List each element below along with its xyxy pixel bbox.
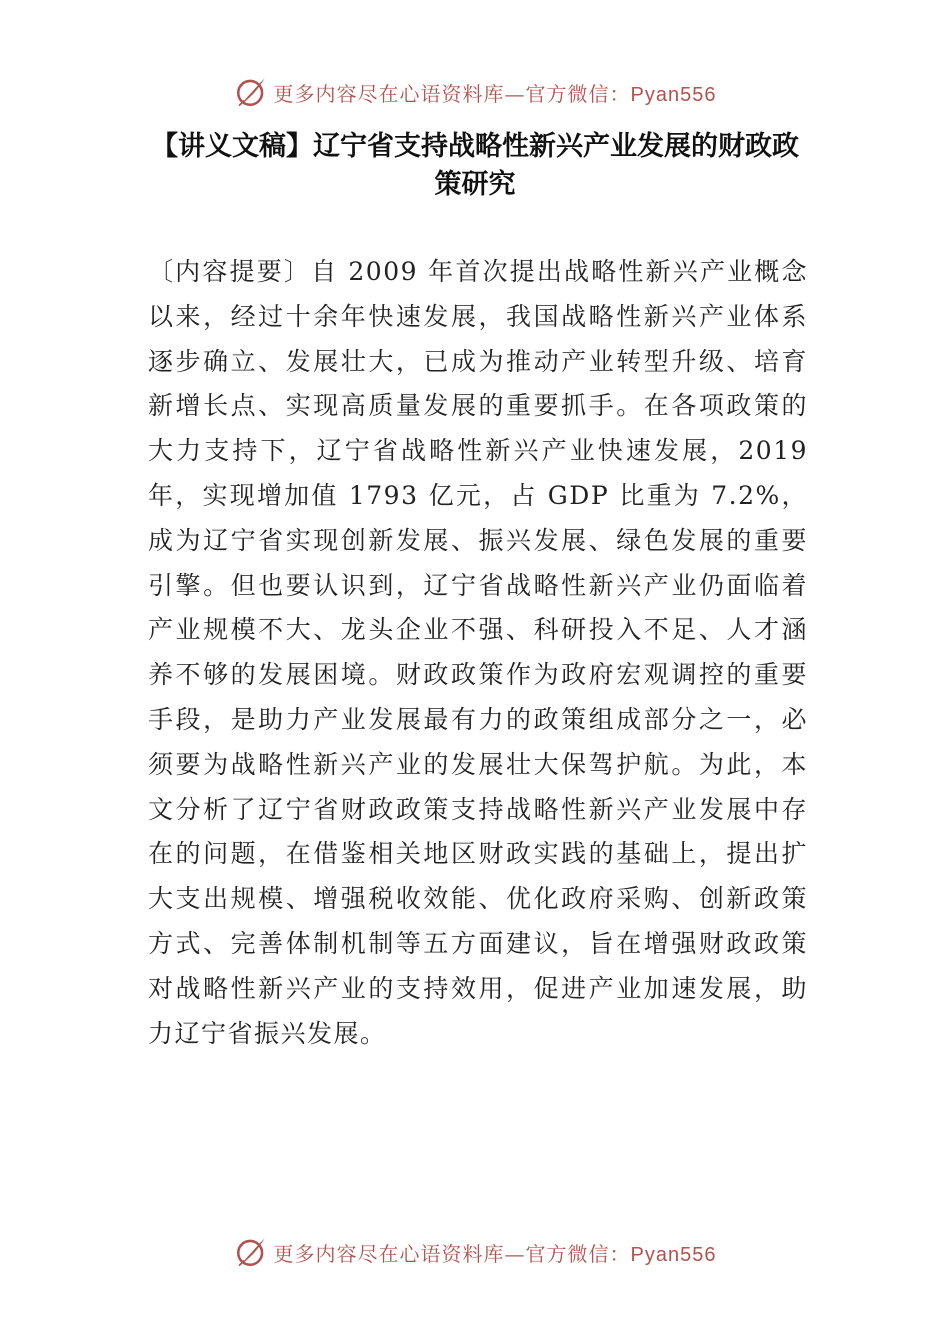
wechat-id: Pyan556 [630,83,717,106]
quill-circle-logo-icon [234,75,268,109]
quill-circle-logo-icon [234,1235,268,1269]
banner-text [274,78,717,107]
header-banner [0,72,950,112]
abstract-paragraph: 〔内容提要〕自 2009 年首次提出战略性新兴产业概念以来，经过十余年快速发展，我国战略性新兴产业体系逐步确立、发展壮大，已成为推动产业转型升级、培育新增长点、实现高质量发展的重要抓手。在各项政策的大力支持下，辽宁省战略性新兴产业快速发展，2019 年，实现增加值 1793 亿元，占 GDP 比重为 7.2%，成为辽宁省实现创新发展、振兴发展、绿色发展的重要引擎。但也要认识到，辽宁省战略性新兴产业仍面临着产业规模不大、龙头企业不强、科研投入不足、人才涵养不够的发展困境。财政政策作为政府宏观调控的重要手段，是助力产业发展最有力的政策组成部分之一，必须要为战略性新兴产业的发展壮大保驾护航。为此，本文分析了辽宁省财政政策支持战略性新兴产业发展中存在的问题，在借鉴相关地区财政实践的基础上，提出扩大支出规模、增强税收效能、优化政府采购、创新政策方式、完善体制机制等五方面建议，旨在增强财政政策对战略性新兴产业的支持效用，促进产业加速发展，助力辽宁省振兴发展。 [148,257,808,1048]
banner-label: 更多内容尽在心语资料库—官方微信： [273,81,631,106]
wechat-id: Pyan556 [630,1243,717,1266]
banner-text [274,1238,717,1267]
footer-banner [0,1232,950,1272]
document-title: 【讲义文稿】辽宁省支持战略性新兴产业发展的财政政策研究 [151,131,799,200]
banner-label: 更多内容尽在心语资料库—官方微信： [273,1241,631,1266]
